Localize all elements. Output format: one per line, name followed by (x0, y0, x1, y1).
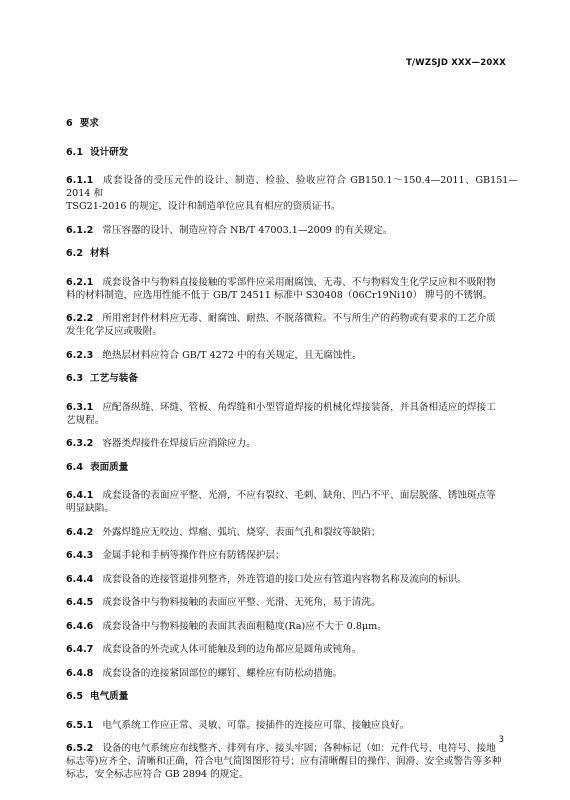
clause-number: 6.4.6 (66, 620, 94, 632)
clause-number: 6.4.2 (66, 526, 94, 538)
clause-text: 标志等)应齐全、清晰和正确，符合电气简图图形符号；应有清晰醒目的操作、润滑、安全或警告等多种 (66, 756, 502, 767)
clause-number: 6.4.1 (66, 490, 94, 501)
clause-line (66, 719, 518, 732)
section-title: 材料 (90, 248, 110, 259)
clause-text: 成套设备的受压元件的设计、制造、检验、验收应符合 GB150.1～150.4—2011、GB151—2014 和 (66, 175, 518, 199)
section-heading-6-5 (66, 690, 518, 703)
clause-6-4-2 (66, 526, 518, 539)
clause-number: 6.2.1 (66, 276, 94, 288)
clause-text: 成套设备中与物料接触的表面其表面粗糙度(Ra)应不大于 0.8μm。 (102, 620, 387, 632)
clause-text: 容器类焊接件在焊接后应消除应力。 (102, 438, 256, 449)
section-heading-6-1 (66, 146, 518, 159)
clause-6-4-4 (66, 573, 518, 586)
clause-text: 设备的电气系统应布线整齐、排列有序、接头牢固；各种标记（如：元件代号、电符号、接地 (102, 743, 496, 754)
clause-6-4-1 (66, 489, 518, 515)
section-heading-6-3 (66, 372, 518, 385)
clause-line (66, 643, 518, 656)
clause-text: 成套设备的表面应平整、光滑，不应有裂纹、毛刺、缺角、凹凸不平、面层脱落、锈蚀斑点等 (102, 490, 496, 501)
clause-text: TSG21-2016 的规定，设计和制造单位应具有相应的资质证书。 (66, 201, 341, 212)
clause-number: 6.4.3 (66, 550, 94, 561)
clause-6-2-1 (66, 276, 518, 302)
clause-text: 应配备纵缝、环缝、管板、角焊缝和小型管道焊接的机械化焊接装备，并具备相适应的焊接工 (102, 401, 496, 413)
section-number: 6.1 (66, 146, 83, 158)
clause-number: 6.5.2 (66, 743, 94, 754)
clause-6-4-3 (66, 549, 518, 562)
clause-line (66, 276, 518, 289)
section-number: 6.2 (66, 248, 83, 259)
clause-line (66, 200, 518, 213)
clause-line (66, 742, 518, 755)
clause-text: 料的材料制造，应选用性能不低于 GB/T 24511 标准中 S30408（06Cr19Ni10） 牌号的不锈钢。 (66, 289, 493, 301)
section-heading-6-2 (66, 247, 518, 260)
clause-text: 所用密封件材料应无毒、耐腐蚀、耐热、不脱落微粒。不与所生产的药物或有要求的工艺介质 (102, 313, 496, 324)
clause-number: 6.4.8 (66, 667, 94, 679)
clause-line (66, 667, 518, 680)
clause-text: 发生化学反应或吸附。 (66, 326, 162, 337)
clause-line (66, 620, 518, 633)
section-number: 6.5 (66, 691, 83, 702)
clause-6-1-2 (66, 224, 518, 237)
section-title: 工艺与装备 (90, 373, 138, 384)
clause-text: 成套设备的外壳或人体可能触及到的边角都应是圆角或钝角。 (102, 644, 362, 655)
section-title: 设计研发 (90, 146, 129, 158)
clause-number: 6.5.1 (66, 719, 94, 731)
clause-line (66, 289, 518, 302)
clause-number: 6.1.2 (66, 224, 94, 236)
clause-text: 金属手轮和手柄等操作件应有防锈保护层； (102, 550, 285, 561)
clause-6-3-2 (66, 437, 518, 450)
clause-line (66, 526, 518, 539)
clause-line (66, 755, 518, 768)
clause-6-4-8 (66, 667, 518, 680)
clause-6-1-1 (66, 174, 518, 213)
clause-line (66, 596, 518, 609)
section-number: 6.3 (66, 373, 83, 384)
clause-6-2-3 (66, 349, 518, 362)
document-code-header: T/WZSJD XXX—20XX (405, 58, 506, 68)
section-title: 表面质量 (90, 461, 129, 473)
clause-6-5-2 (66, 742, 518, 781)
clause-6-2-2 (66, 312, 518, 338)
clause-number: 6.4.7 (66, 644, 94, 655)
clause-text: 电气系统工作应正常、灵敏、可靠。接插件的连接应可靠、接触应良好。 (102, 719, 410, 731)
clause-line (66, 549, 518, 562)
clause-6-4-6 (66, 620, 518, 633)
section-number: 6 (66, 118, 73, 129)
clause-number: 6.1.1 (66, 175, 94, 186)
clause-line (66, 312, 518, 325)
clause-line (66, 768, 518, 781)
page-number: 3 (498, 735, 504, 745)
clause-text: 成套设备中与物料直接接触的零部件应采用耐腐蚀、无毒、不与物料发生化学反应和不吸附物 (102, 276, 496, 288)
clause-text: 常压容器的设计、制造应符合 NB/T 47003.1—2009 的有关规定。 (102, 224, 393, 236)
clause-line (66, 174, 518, 200)
clause-line (66, 401, 518, 414)
clause-6-4-5 (66, 596, 518, 609)
clause-number: 6.4.5 (66, 597, 94, 608)
clause-text: 绝热层材料应符合 GB/T 4272 中的有关规定，且无腐蚀性。 (102, 349, 362, 361)
section-title: 电气质量 (90, 691, 129, 702)
clause-6-5-1 (66, 719, 518, 732)
clause-6-3-1 (66, 401, 518, 427)
clause-line (66, 224, 518, 237)
clause-line (66, 573, 518, 586)
clause-line (66, 502, 518, 515)
clause-line (66, 414, 518, 427)
document-body (66, 117, 518, 792)
section-heading-6 (66, 117, 518, 130)
section-heading-6-4 (66, 461, 518, 474)
clause-number: 6.2.3 (66, 349, 94, 361)
clause-number: 6.2.2 (66, 313, 94, 324)
clause-line (66, 349, 518, 362)
clause-number: 6.4.4 (66, 573, 94, 585)
section-title: 要求 (79, 118, 99, 129)
clause-text: 成套设备中与物料接触的表面应平整、光滑、无死角，易于清洗。 (102, 597, 381, 608)
clause-line (66, 489, 518, 502)
clause-number: 6.3.2 (66, 438, 94, 449)
clause-text: 艺规程。 (66, 414, 105, 426)
clause-text: 成套设备的连接紧固部位的螺钉、螺栓应有防松动措施。 (102, 667, 343, 679)
clause-line (66, 325, 518, 338)
clause-line (66, 437, 518, 450)
clause-text: 标志，安全标志应符合 GB 2894 的规定。 (66, 769, 249, 780)
clause-text: 外露焊缝应无咬边、焊瘤、弧坑、烧穿、表面气孔和裂纹等缺陷； (102, 526, 381, 538)
section-number: 6.4 (66, 461, 83, 473)
clause-text: 成套设备的连接管道排列整齐，外连管道的接口处应有管道内容物名称及流向的标识。 (102, 573, 467, 585)
clause-6-4-7 (66, 643, 518, 656)
clause-text: 明显缺陷。 (66, 503, 114, 514)
clause-number: 6.3.1 (66, 401, 94, 413)
